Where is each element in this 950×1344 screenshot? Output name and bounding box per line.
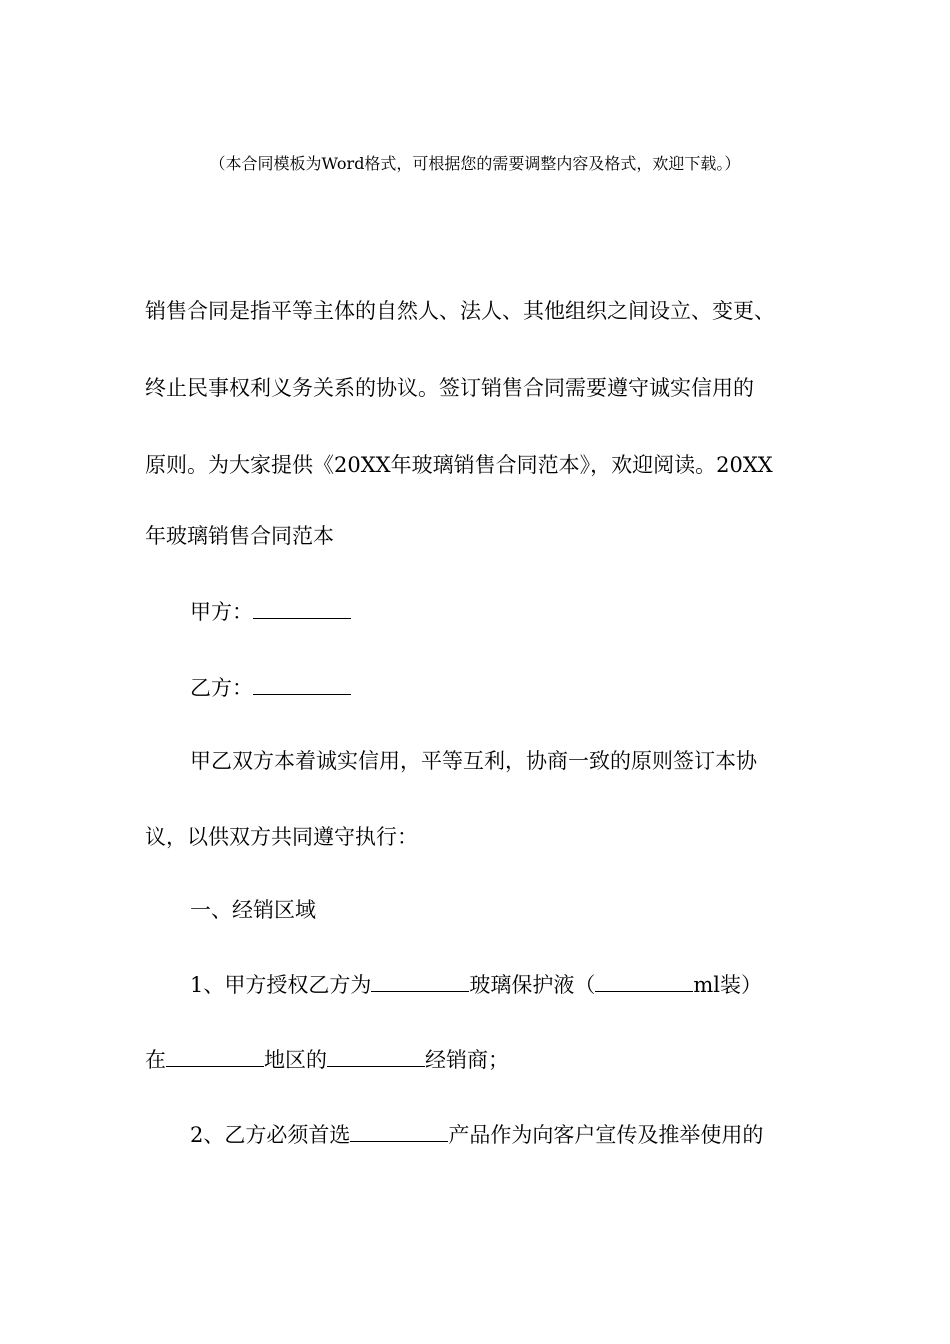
preamble-line-1: 甲乙双方本着诚实信用，平等互利，协商一致的原则签订本协 bbox=[190, 749, 757, 773]
item-1-text-6: 经销商； bbox=[425, 1048, 509, 1072]
item-2-text-2: 产品作为向客户宣传及推举使用的 bbox=[448, 1123, 764, 1147]
template-note: （本合同模板为Word格式，可根据您的需要调整内容及格式，欢迎下载。） bbox=[209, 154, 741, 173]
item-1-text-3: ml装） bbox=[693, 973, 763, 997]
intro-line-2: 终止民事权利义务关系的协议。签订销售合同需要遵守诚实信用的 bbox=[145, 376, 754, 400]
item-1-text-1: 1、甲方授权乙方为 bbox=[190, 973, 372, 997]
section-1-heading: 一、经销区域 bbox=[190, 898, 316, 922]
party-a-blank[interactable] bbox=[253, 600, 351, 619]
party-b-blank[interactable] bbox=[253, 676, 351, 695]
item-1-blank-4[interactable] bbox=[327, 1048, 425, 1067]
party-a-line bbox=[190, 597, 351, 627]
preamble-line-2: 议，以供双方共同遵守执行： bbox=[145, 825, 418, 849]
item-1-blank-2[interactable] bbox=[595, 973, 693, 992]
section-1-item-2-line-1 bbox=[190, 1120, 763, 1150]
item-1-text-2: 玻璃保护液（ bbox=[469, 973, 596, 997]
section-1-item-1-line-1 bbox=[190, 970, 762, 1000]
intro-line-3: 原则。为大家提供《20XX年玻璃销售合同范本》，欢迎阅读。20XX bbox=[145, 453, 773, 477]
item-2-text-1: 2、乙方必须首选 bbox=[190, 1123, 351, 1147]
item-1-blank-1[interactable] bbox=[371, 973, 469, 992]
item-1-text-5: 地区的 bbox=[264, 1048, 327, 1072]
intro-line-1: 销售合同是指平等主体的自然人、法人、其他组织之间设立、变更、 bbox=[145, 299, 775, 323]
intro-line-4: 年玻璃销售合同范本 bbox=[145, 524, 334, 548]
party-b-label: 乙方： bbox=[190, 676, 253, 700]
item-2-blank-1[interactable] bbox=[350, 1123, 448, 1142]
section-1-item-1-line-2 bbox=[145, 1045, 509, 1075]
party-a-label: 甲方： bbox=[190, 600, 253, 624]
party-b-line bbox=[190, 673, 351, 703]
item-1-blank-3[interactable] bbox=[166, 1048, 264, 1067]
item-1-text-4: 在 bbox=[145, 1048, 166, 1072]
